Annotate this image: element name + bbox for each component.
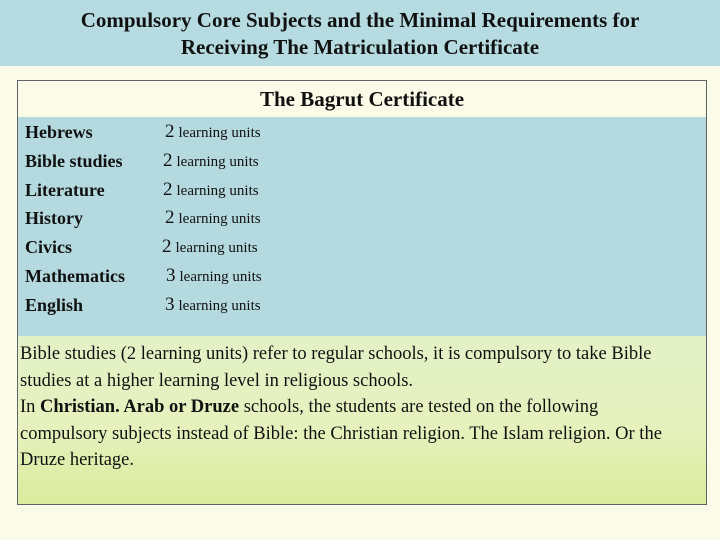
subject-row: [18, 176, 706, 204]
subject-row: [18, 118, 706, 146]
subject-units: 3 learning units: [165, 294, 261, 315]
subject-row: [18, 233, 706, 261]
note-paragraph-1: Bible studies (2 learning units) refer to regular schools, it is compulsory to take Bible studies at a higher learning level in religious schools.: [20, 344, 652, 391]
subject-row: [18, 262, 706, 290]
subject-units: 3 learning units: [166, 265, 262, 286]
subject-units: 2 learning units: [163, 179, 259, 200]
subject-units: 2 learning units: [163, 150, 259, 171]
notes-section: [18, 336, 706, 504]
subject-units: 2 learning units: [165, 207, 261, 228]
slide-title-line-1: Compulsory Core Subjects and the Minimal Requirements for: [80, 8, 640, 32]
subject-name: Mathematics: [25, 266, 125, 286]
slide-title-line-2: Receiving The Matriculation Certificate: [180, 35, 540, 59]
subjects-table: [18, 117, 706, 336]
panel-heading: The Bagrut Certificate: [18, 81, 706, 117]
subject-name: Literature: [25, 180, 105, 200]
note-emphasis: Christian. Arab or Druze: [40, 397, 240, 417]
subject-row: [18, 291, 706, 319]
subject-row: [18, 204, 706, 232]
subject-name: Bible studies: [25, 151, 123, 171]
subject-row: [18, 147, 706, 175]
bagrut-panel: [17, 80, 707, 505]
subject-name: Hebrews: [25, 122, 93, 142]
slide-title: [0, 0, 720, 66]
subject-name: English: [25, 295, 84, 315]
subject-name: Civics: [25, 237, 72, 257]
subject-name: History: [25, 208, 83, 228]
subject-units: 2 learning units: [165, 121, 261, 142]
subject-units: 2 learning units: [162, 236, 258, 257]
note-paragraph-2: In Christian. Arab or Druze schools, the students are tested on the following compulsory subjects instead of Bible: the Christian religion. The Islam religion. Or the Druze heritage.: [20, 397, 662, 470]
